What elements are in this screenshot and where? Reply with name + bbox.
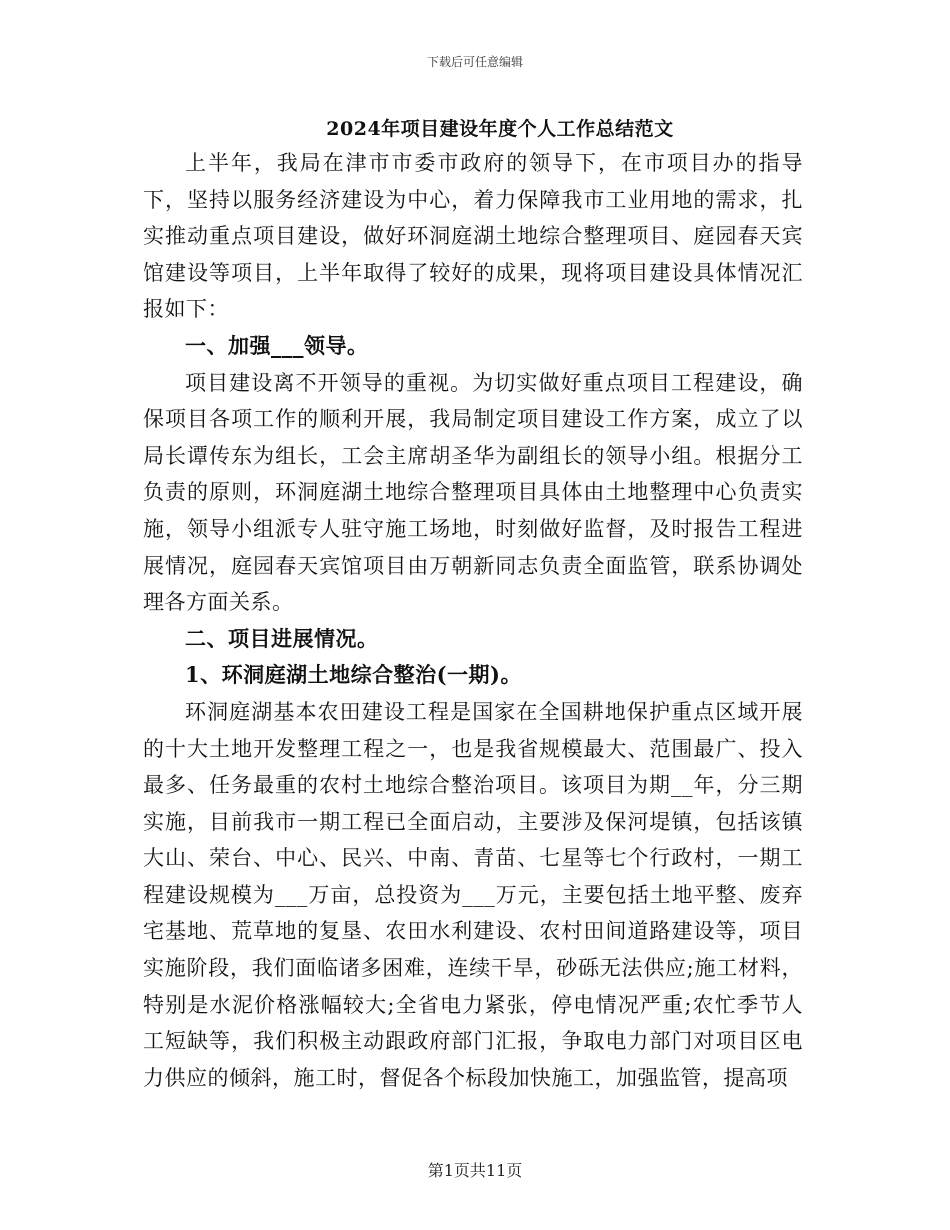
header-note: 下载后可任意编辑 <box>426 55 523 69</box>
page-number: 第1页共11页 <box>427 1161 523 1180</box>
section-heading-leadership: 一、加强___领导。 <box>185 332 369 358</box>
document-body <box>143 145 803 1096</box>
subsection-heading-dongting: 1、环洞庭湖土地综合整治(一期)。 <box>185 662 522 688</box>
leadership-paragraph: 项目建设离不开领导的重视。为切实做好重点项目工程建设，确保项目各项工作的顺利开展，我局制定项目建设工作方案，成立了以局长谭传东为组长，工会主席胡圣华为副组长的领导小组。根据分工负责的原则，环洞庭湖土地综合整理项目具体由土地整理中心负责实施，领导小组派专人驻守施工场地，时刻做好监督，及时报告工程进展情况，庭园春天宾馆项目由万朝新同志负责全面监管，联系协调处理各方面关系。 <box>143 370 803 615</box>
intro-paragraph: 上半年，我局在津市市委市政府的领导下，在市项目办的指导下，坚持以服务经济建设为中心，着力保障我市工业用地的需求，扎实推动重点项目建设，做好环洞庭湖土地综合整理项目、庭园春天宾馆建设等项目，上半年取得了较好的成果，现将项目建设具体情况汇报如下： <box>143 151 803 322</box>
section-heading-progress: 二、项目进展情况。 <box>185 625 379 651</box>
dongting-paragraph: 环洞庭湖基本农田建设工程是国家在全国耕地保护重点区域开展的十大土地开发整理工程之一，也是我省规模最大、范围最广、投入最多、任务最重的农村土地综合整治项目。该项目为期__年，分三期实施，目前我市一期工程已全面启动，主要涉及保河堤镇，包括该镇大山、荣台、中心、民兴、中南、青苗、七星等七个行政村，一期工程建设规模为___万亩，总投资为___万元，主要包括土地平整、废弃宅基地、荒草地的复垦、农田水利建设、农村田间道路建设等，项目实施阶段，我们面临诸多困难，连续干旱，砂砾无法供应;施工材料，特别是水泥价格涨幅较大;全省电力紧张，停电情况严重;农忙季节人工短缺等，我们积极主动跟政府部门汇报，争取电力部门对项目区电力供应的倾斜，施工时，督促各个标段加快施工，加强监管，提高项 <box>143 699 803 1090</box>
document-title: 2024年项目建设年度个人工作总结范文 <box>326 118 674 140</box>
